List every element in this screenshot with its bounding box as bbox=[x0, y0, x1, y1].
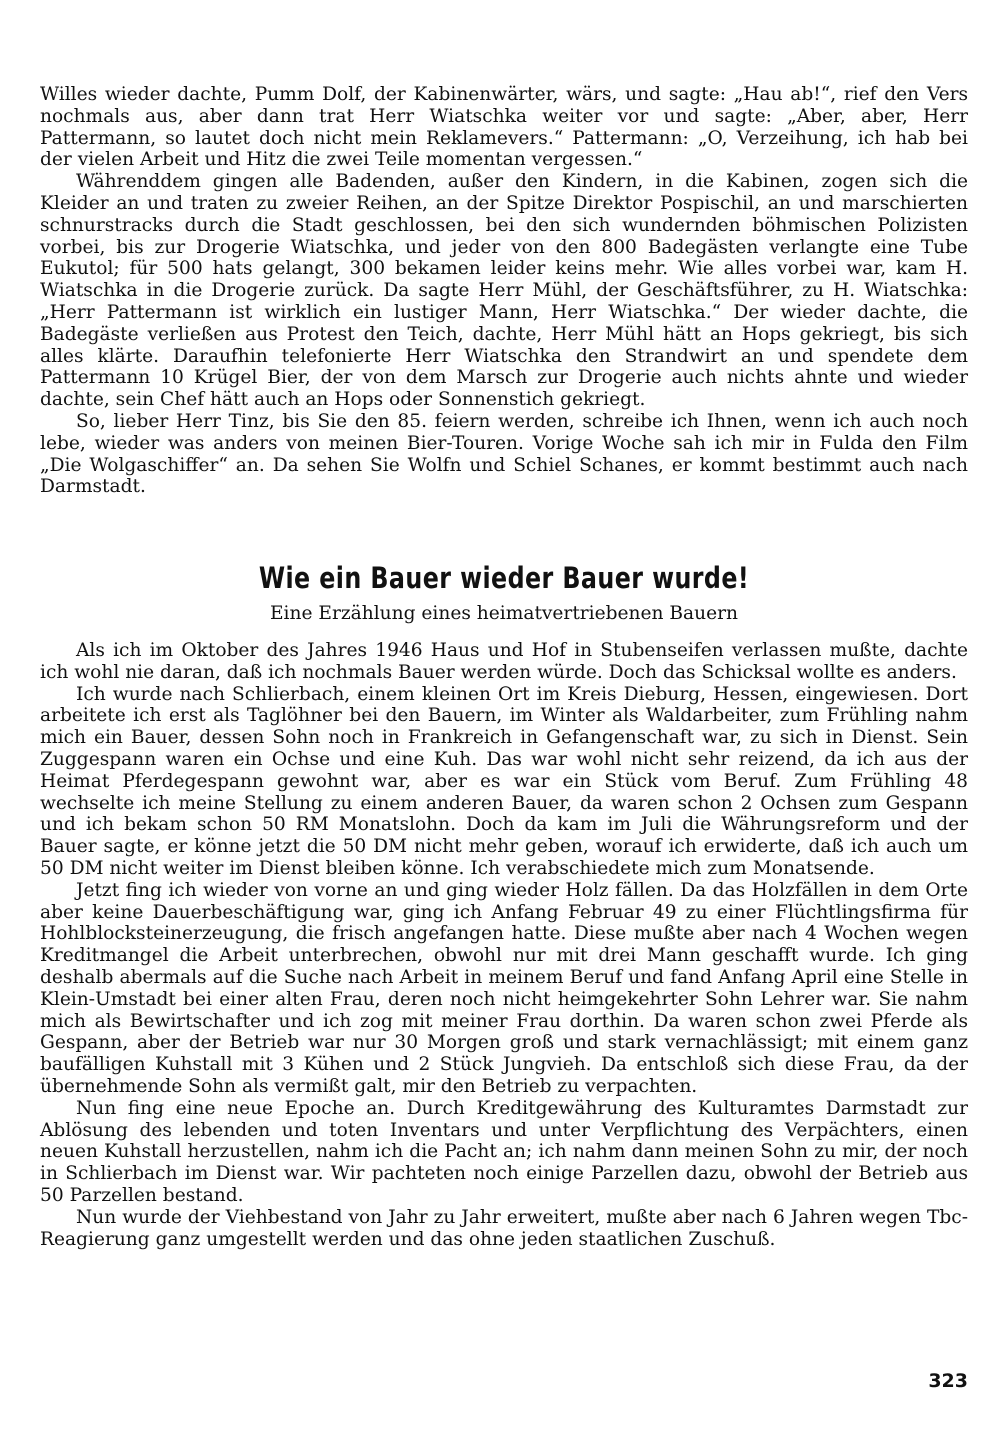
paragraph: Nun fing eine neue Epoche an. Durch Kreditgewährung des Kulturamtes Darmstadt zur Ablösung des lebenden und toten Inventars und unter Verpflichtung des Verpächters, einen neuen Kuhstall herzustellen, nahm ich die Pacht an; ich nahm dann meinen Sohn zu mir, der noch in Schlierbach im Dienst war. Wir pachteten noch einige Parzellen dazu, obwohl der Betrieb aus 50 Parzellen bestand. bbox=[40, 1097, 968, 1206]
book-page bbox=[40, 0, 968, 1432]
page-number: 323 bbox=[928, 1370, 968, 1392]
paragraph: Als ich im Oktober des Jahres 1946 Haus und Hof in Stubenseifen verlassen mußte, dachte ich wohl nie daran, daß ich nochmals Bauer werden würde. Doch das Schicksal wollte es anders. bbox=[40, 640, 968, 683]
paragraph: Ich wurde nach Schlierbach, einem kleinen Ort im Kreis Dieburg, Hessen, eingewiesen. Dort arbeitete ich erst als Taglöhner bei den Bauern, im Winter als Waldarbeiter, zum Frühling nahm mich ein Bauer, dessen Sohn noch in Frankreich in Gefangenschaft war, zu sich in Dienst. Sein Zuggespann waren ein Ochse und eine Kuh. Das war wohl nicht sehr reizend, da ich aus der Heimat Pferdegespann gewohnt war, aber es war ein Stück vom Beruf. Zum Frühling 48 wechselte ich meine Stellung zu einem anderen Bauer, da waren schon 2 Ochsen zum Gespann und ich bekam schon 50 RM Monatslohn. Doch da kam im Juli die Währungsreform und der Bauer sagte, er könne jetzt die 50 DM nicht mehr geben, worauf ich erwiderte, daß ich auch um 50 DM nicht weiter im Dienst bleiben könne. Ich verabschiedete mich zum Monatsende. bbox=[40, 683, 968, 879]
article-subtitle: Eine Erzählung eines heimatvertriebenen Bauern bbox=[269, 603, 738, 624]
article-body bbox=[40, 640, 968, 1250]
paragraph: Währenddem gingen alle Badenden, außer den Kindern, in die Kabinen, zogen sich die Kleider an und traten zu zweier Reihen, an der Spitze Direktor Pospischil, an und marschierten schnurstracks durch die Stadt geschlossen, bei den sich wundernden böhmischen Polizisten vorbei, bis zur Drogerie Wiatschka, und jeder von den 800 Badegästen verlangte eine Tube Eukutol; für 500 hats gelangt, 300 bekamen leider keins mehr. Wie alles vorbei war, kam H. Wiatschka in die Drogerie zurück. Da sagte Herr Mühl, der Geschäftsführer, zu H. Wiatschka: „Herr Pattermann ist wirklich ein lustiger Mann, Herr Wiatschka.“ Der wieder dachte, die Badegäste verließen aus Protest den Teich, dachte, Herr Mühl hätt an Hops gekriegt, bis sich alles klärte. Daraufhin telefonierte Herr Wiatschka den Strandwirt an und spendete dem Pattermann 10 Krügel Bier, der von dem Marsch zur Drogerie auch nichts ahnte und wieder dachte, sein Chef hätt auch an Hops oder Sonnenstich gekriegt. bbox=[40, 171, 968, 411]
previous-article-text bbox=[40, 84, 968, 498]
paragraph: So, lieber Herr Tinz, bis Sie den 85. feiern werden, schreibe ich Ihnen, wenn ich auch noch lebe, wieder was anders von meinen Bier-Touren. Vorige Woche sah ich mir in Fulda den Film „Die Wolgaschiffer“ an. Da sehen Sie Wolfn und Schiel Schanes, er kommt bestimmt auch nach Darmstadt. bbox=[40, 410, 968, 498]
article-title: Wie ein Bauer wieder Bauer wurde! bbox=[258, 561, 750, 595]
paragraph: Nun wurde der Viehbestand von Jahr zu Jahr erweitert, mußte aber nach 6 Jahren wegen Tbc-Reagierung ganz umgestellt werden und das ohne jeden staatlichen Zuschuß. bbox=[40, 1206, 968, 1250]
paragraph: Willes wieder dachte, Pumm Dolf, der Kabinenwärter, wärs, und sagte: „Hau ab!“, rief den Vers nochmals aus, aber dann trat Herr Wiatschka weiter vor und sagte: „Aber, aber, Herr Pattermann, so lautet doch nicht mein Reklamevers.“ Pattermann: „O, Verzeihung, ich hab bei der vielen Arbeit und Hitz die zwei Teile momentan vergessen.“ bbox=[40, 84, 968, 171]
paragraph: Jetzt fing ich wieder von vorne an und ging wieder Holz fällen. Da das Holzfällen in dem Orte aber keine Dauerbeschäftigung war, ging ich Anfang Februar 49 zu einer Flüchtlingsfirma für Hohlblocksteinerzeugung, die frisch angefangen hatte. Diese mußte aber nach 4 Wochen wegen Kreditmangel die Arbeit unterbrechen, obwohl nur mit drei Mann geschafft wurde. Ich ging deshalb abermals auf die Suche nach Arbeit in meinem Beruf und fand Anfang April eine Stelle in Klein-Umstadt bei einer alten Frau, deren noch nicht heimgekehrter Sohn Lehrer war. Sie nahm mich als Bewirtschafter und ich zog mit meiner Frau dorthin. Da waren schon zwei Pferde als Gespann, aber der Betrieb war nur 30 Morgen groß und stark vernachlässigt; mit einem ganz baufälligen Kuhstall mit 3 Kühen und 2 Stück Jungvieh. Da entschloß sich diese Frau, da der übernehmende Sohn als vermißt galt, mir den Betrieb zu verpachten. bbox=[40, 879, 968, 1097]
